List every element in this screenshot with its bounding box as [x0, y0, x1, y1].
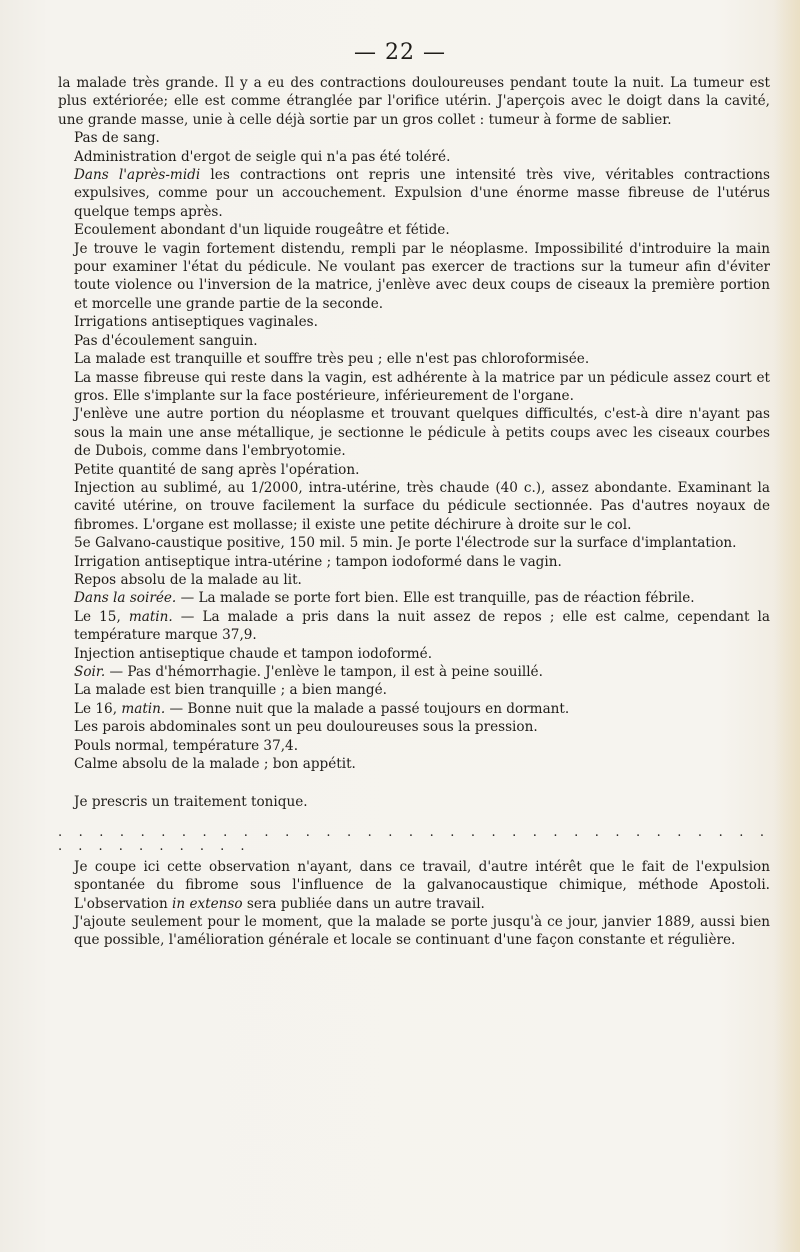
- text-run: Je coupe ici cette observation n'ayant, dans ce travail, d'autre intérêt que le fait de l'expulsion spontanée du fibrome sous l'influence de la galvanocaustique chimique, méthode Apostoli. L'observation: [74, 858, 770, 912]
- text-run: J'enlève une autre portion du néoplasme et trouvant quelques difficultés, c'est-à dire n'ayant pas sous la main une anse métallique, je sectionne le pédicule à petits coups avec les ciseaux courbes de Dubois, comme dans l'embryotomie.: [74, 406, 770, 460]
- page-number: — 22 —: [354, 40, 446, 65]
- italic-run: Soir.: [74, 664, 106, 680]
- text-run: Je prescris un traitement tonique.: [74, 794, 308, 811]
- text-run: Irrigations antiseptiques vaginales.: [74, 314, 318, 331]
- paragraph: [58, 221, 770, 239]
- paragraph: [58, 148, 770, 166]
- paragraph: [58, 405, 770, 460]
- paragraph: [58, 737, 770, 755]
- paragraph: [58, 313, 770, 331]
- text-run: La malade est bien tranquille ; a bien mangé.: [74, 682, 387, 699]
- page-edge-shadow: [774, 0, 800, 1252]
- paragraph: [58, 534, 770, 552]
- body-text: [58, 74, 770, 950]
- paragraph: [58, 793, 770, 811]
- paragraph: [58, 608, 770, 645]
- text-run: sera publiée dans un autre travail.: [242, 895, 485, 912]
- paragraph: [58, 332, 770, 350]
- paragraph: [58, 571, 770, 589]
- paragraph: [58, 700, 770, 718]
- text-run: La masse fibreuse qui reste dans la vagin, est adhérente à la matrice par un pédicule assez court et gros. Elle s'implante sur la face postérieure, inférieurement de l'organe.: [74, 369, 770, 404]
- paragraph: [58, 166, 770, 221]
- text-run: La malade est tranquille et souffre très peu ; elle n'est pas chloroformisée.: [74, 351, 590, 368]
- paragraph: [58, 663, 770, 681]
- italic-run: in extenso: [172, 895, 243, 912]
- text-run: Irrigation antiseptique intra-utérine ; tampon iodoformé dans le vagin.: [74, 553, 562, 570]
- section-separator: . . . . . . . . . . . . . . . . . . . . . . . . . . . . . . . . . . . . . . . . . . . . .: [58, 824, 770, 854]
- text-run: 5e Galvano-caustique positive, 150 mil. 5 min. Je porte l'électrode sur la surface d'implantation.: [74, 535, 737, 552]
- text-run: Les parois abdominales sont un peu douloureuses sous la pression.: [74, 719, 538, 736]
- text-run: Pas d'écoulement sanguin.: [74, 332, 258, 349]
- paragraph: [58, 369, 770, 406]
- paragraph: [58, 755, 770, 773]
- text-run: J'ajoute seulement pour le moment, que la malade se porte jusqu'à ce jour, janvier 1889, aussi bien que possible, l'amélioration générale et locale se continuant d'une façon constante et régulière.: [74, 914, 770, 949]
- text-run: Injection antiseptique chaude et tampon iodoformé.: [74, 645, 433, 662]
- text-run: Calme absolu de la malade ; bon appétit.: [74, 756, 356, 773]
- italic-run: Dans la soirée.: [74, 590, 177, 607]
- text-run: Injection au sublimé, au 1/2000, intra-utérine, très chaude (40 c.), assez abondante. Examinant la cavité utérine, on trouve facilement la surface du pédicule sectionnée. Pas d'autres noyaux de fibromes. L'organe est mollasse; il existe une petite déchirure à droite sur le col.: [74, 479, 770, 533]
- paragraph: [58, 74, 770, 129]
- text-run: Le 15,: [74, 608, 129, 625]
- text-run: Le 16,: [74, 700, 122, 717]
- text-run: Je trouve le vagin fortement distendu, rempli par le néoplasme. Impossibilité d'introduire la main pour examiner l'état du pédicule. Ne voulant pas exercer de tractions sur la tumeur afin d'éviter toute violence ou l'inversion de la matrice, j'enlève avec deux coups de ciseaux la première portion et morcelle une grande partie de la seconde.: [74, 240, 770, 312]
- paragraph: [58, 129, 770, 147]
- paragraph: [58, 553, 770, 571]
- paragraph: [58, 718, 770, 736]
- text-run: Pouls normal, température 37,4.: [74, 737, 299, 754]
- text-run: Administration d'ergot de seigle qui n'a pas été toléré.: [74, 148, 451, 165]
- text-run: — La malade se porte fort bien. Elle est tranquille, pas de réaction fébrile.: [176, 590, 695, 607]
- text-run: Repos absolu de la malade au lit.: [74, 571, 302, 588]
- paragraph: [58, 350, 770, 368]
- paragraph: [58, 681, 770, 699]
- paragraph: [58, 240, 770, 314]
- text-run: Ecoulement abondant d'un liquide rougeâtre et fétide.: [74, 222, 450, 239]
- text-run: la malade très grande. Il y a eu des contractions douloureuses pendant toute la nuit. La tumeur est plus extériorée; elle est comme étranglée par l'orifice utérin. J'aperçois avec le doigt dans la cavité, une grande masse, unie à celle déjà sortie par un gros collet : tumeur à forme de sablier.: [58, 75, 770, 128]
- italic-run: matin.: [121, 700, 166, 717]
- paragraph: [58, 589, 770, 607]
- text-run: les contractions ont repris une intensité très vive, véritables contractions expulsives, comme pour un accouchement. Expulsion d'une énorme masse fibreuse de l'utérus quelque temps après.: [74, 167, 770, 220]
- text-run: — La malade a pris dans la nuit assez de repos ; elle est calme, cependant la température marque 37,9.: [74, 608, 770, 644]
- paragraph: [58, 479, 770, 534]
- italic-run: matin.: [128, 608, 173, 625]
- text-run: Pas de sang.: [74, 130, 160, 147]
- paragraph: [58, 461, 770, 479]
- paragraph: [58, 913, 770, 950]
- text-run: Petite quantité de sang après l'opération.: [74, 461, 360, 478]
- italic-run: Dans l'après-midi: [74, 167, 201, 184]
- text-run: — Pas d'hémorrhagie. J'enlève le tampon, il est à peine souillé.: [105, 664, 543, 680]
- paragraph: [58, 645, 770, 663]
- text-run: — Bonne nuit que la malade a passé toujours en dormant.: [165, 700, 570, 717]
- paragraph: [58, 858, 770, 913]
